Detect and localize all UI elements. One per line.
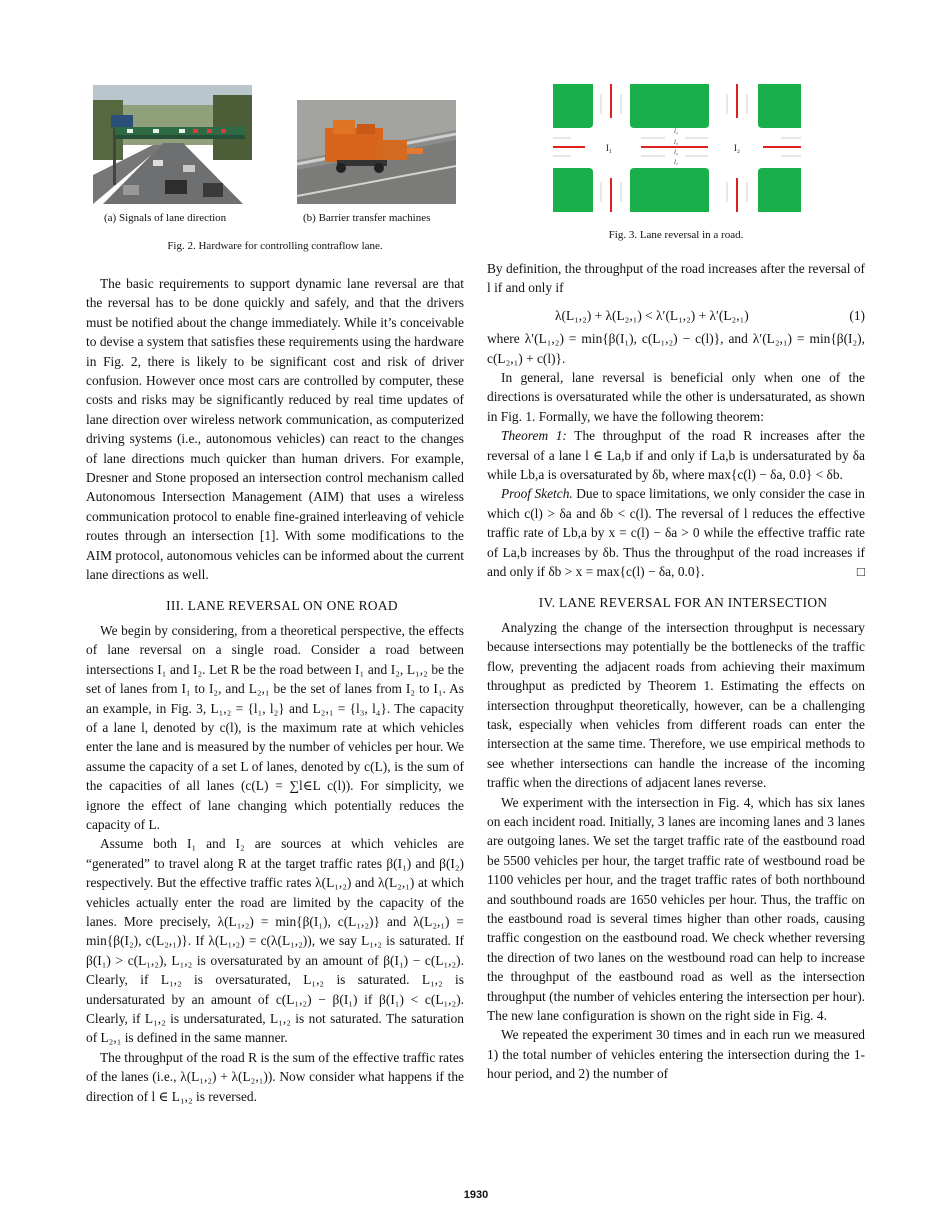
paragraph: Analyzing the change of the intersection throughput is necessary because intersections may potentially be the bottlenecks of the traffic flow, preventing the adjacent roads from achieving their maximum throughput as predicted by Theorem 1. Estimating the effects on intersection throughput theoretically, however, can be a challenging task, especially when vehicles from different roads can enter the intersection at the same time. Therefore, we use empirical methods to see whether intersections can handle the increase of the incoming traffic when the directions of adjacent lanes reverse. bbox=[487, 619, 865, 791]
qed-symbol: □ bbox=[856, 564, 865, 580]
equation-1 bbox=[487, 298, 865, 329]
paragraph: Assume both I₁ and I₂ are sources at which vehicles are “generated” to travel along R at the target traffic rates β(I₁) and β(I₂) respectively. But the effective traffic rates λ(L₁,₂) and λ(L₂,₁) at which vehicles actually enter the road are limited by the capacity of the lanes. More precisely, λ(L₁,₂) = min{β(I₁), c(L₁,₂)} and λ(L₂,₁) = min{β(I₂), c(L₂,₁)}. If λ(L₁,₂) = c(λ(L₁,₂)), we say L₁,₂ is saturated. If β(I₁) > c(L₁,₂), L₁,₂ is oversaturated by an amount of β(I₁) − c(L₁,₂). Clearly, if L₁,₂ is oversaturated, L₁,₂ is saturated. L₁,₂ is undersaturated by an amount of c(L₁,₂) − β(I₁) if β(I₁) < c(L₁,₂). Clearly, if L₁,₂ is undersaturated, L₁,₂ is not saturated. The saturation of L₂,₁ is defined in the same manner. bbox=[86, 836, 464, 1046]
fig2-subcaption-a: (a) Signals of lane direction bbox=[104, 212, 227, 224]
paragraph: By definition, the throughput of the road increases after the reversal of l if and only if bbox=[487, 261, 865, 296]
paragraph: We repeated the experiment 30 times and in each run we measured 1) the total number of vehicles entering the intersection during the 1-hour period, and 2) the number of bbox=[487, 1027, 865, 1082]
proof bbox=[487, 484, 865, 581]
paragraph: The basic requirements to support dynamic lane reversal are that the reversal has to be done quickly and safely, and that the drivers must be notified about the change immediately. While it’s conceivable to devise a system that satisfies these requirements using the hardware in Fig. 2, there is likely to be significant cost and risk of driver confusion. However once most cars are controlled by computer, these costs and risks may be significantly reduced by real time updates of lane direction over wireless network communication, as computerized driving systems (i.e., autonomous vehicles) can react to the changes of lane directions much quicker than human drivers. For example, Dresner and Stone proposed an intersection control mechanism called Autonomous Intersection Management (AIM) that uses a wireless communication protocol to enable fine-grained interleaving of vehicle routes through an intersection [1]. With some modifications to the AIM protocol, autonomous vehicles can be informed about the current lane directions as well. bbox=[86, 276, 464, 583]
fig2-subcaption-b: (b) Barrier transfer machines bbox=[303, 212, 431, 224]
lane-label-l4: l₄ bbox=[674, 129, 678, 135]
proof-text: Due to space limitations, we only consider the case in which c(l) > δa and δb < c(l). The reversal of l reduces the effective traffic rate of Lb,a by x = c(l) − δa > 0 while the effective traffic rate of La,b increases by δb. Thus the throughput of the road increases if and only if δb > x = max{c(l) − δa, 0.0}. bbox=[487, 486, 865, 580]
paragraph: We experiment with the intersection in Fig. 4, which has six lanes on each incident road. Initially, 3 lanes are incoming lanes and 3 lanes are outgoing lanes. We set the target traffic rate of the eastbound road be 5500 vehicles per hour, the target traffic rate of westbound road be 1100 vehicles per hour, and the traget traffic rates of both northbound and southbound roads are 1650 vehicles per hour. Thus, the traffic on the eastbound road is several times higher than other roads, causing traffic congestion on the eastbound road. We check whether reversing the direction of two lanes on the westbound road can help to increase the throughput of the eastbound road as well as the intersection throughput (the number of vehicles entering the intersection per hour). The new lane configuration is shown on the right side in Fig. 4. bbox=[487, 794, 865, 1024]
theorem-label: Theorem 1: bbox=[501, 428, 567, 444]
theorem-text: The throughput of the road R increases after the reversal of a lane l ∈ La,b if and only if La,b is undersaturated by δa while Lb,a is oversaturated by δb, where max{c(l) − δa, 0.0} < δb. bbox=[487, 428, 865, 483]
paragraph: We begin by considering, from a theoretical perspective, the effects of lane reversal on a single road. Consider a road between intersections I₁ and I₂. Let R be the road between I₁ and I₂, L₁,₂ be the set of lanes from I₁ to I₂, and L₂,₁ be the set of lanes from I₂ to I₁. As an example, in Fig. 3, L₁,₂ = {l₁, l₂} and L₂,₁ = {l₃, l₄}. The capacity of a lane l, denoted by c(l), is the maximum rate at which vehicles enter the lane and is measured by the number of vehicles per hour. We assume the capacity of a set L of lanes, denoted by c(L), is the sum of the capacities of all lanes (c(L) = ∑l∈L c(l)). For simplicity, we ignore the effect of lane changing which potentially reduces the capacity of L. bbox=[86, 622, 464, 832]
lane-signal-photo bbox=[93, 85, 252, 204]
barrier-machine-photo bbox=[297, 100, 456, 204]
lane-label-l3: l₃ bbox=[674, 140, 678, 146]
label-i2: I₂ bbox=[733, 143, 741, 153]
paragraph: In general, lane reversal is beneficial only when one of the directions is oversaturated while the other is undersaturated, as shown in Fig. 1. Formally, we have the following theorem: bbox=[487, 370, 865, 424]
fig3-caption: Fig. 3. Lane reversal in a road. bbox=[608, 229, 744, 241]
label-i1: I₁ bbox=[605, 143, 613, 153]
fig2-caption: Fig. 2. Hardware for controlling contraflow lane. bbox=[167, 240, 383, 252]
section-heading-iv: IV. LANE REVERSAL FOR AN INTERSECTION bbox=[538, 594, 828, 610]
paragraph: where λ′(L₁,₂) = min{β(I₁), c(L₁,₂) − c(l)}, and λ′(L₂,₁) = min{β(I₂), c(L₂,₁) + c(l)}. bbox=[487, 331, 865, 366]
lane-label-l1: l₁ bbox=[674, 160, 678, 166]
lane-reversal-diagram bbox=[553, 84, 801, 212]
paragraph: The throughput of the road R is the sum of the effective traffic rates of the lanes (i.e., λ(L₁,₂) + λ(L₂,₁)). Now consider what happens if the direction of l ∈ L₁,₂ is reversed. bbox=[86, 1049, 464, 1104]
equation-number: (1) bbox=[849, 307, 865, 323]
left-column bbox=[86, 260, 464, 1106]
equation-body: λ(L₁,₂) + λ(L₂,₁) < λ′(L₁,₂) + λ′(L₂,₁) bbox=[555, 307, 749, 323]
lane-label-l2: l₂ bbox=[674, 150, 678, 156]
section-heading-iii: III. LANE REVERSAL ON ONE ROAD bbox=[166, 597, 398, 613]
theorem bbox=[487, 426, 865, 484]
page-number: 1930 bbox=[463, 1189, 489, 1201]
proof-label: Proof Sketch. bbox=[501, 486, 573, 502]
right-column bbox=[487, 259, 865, 1084]
